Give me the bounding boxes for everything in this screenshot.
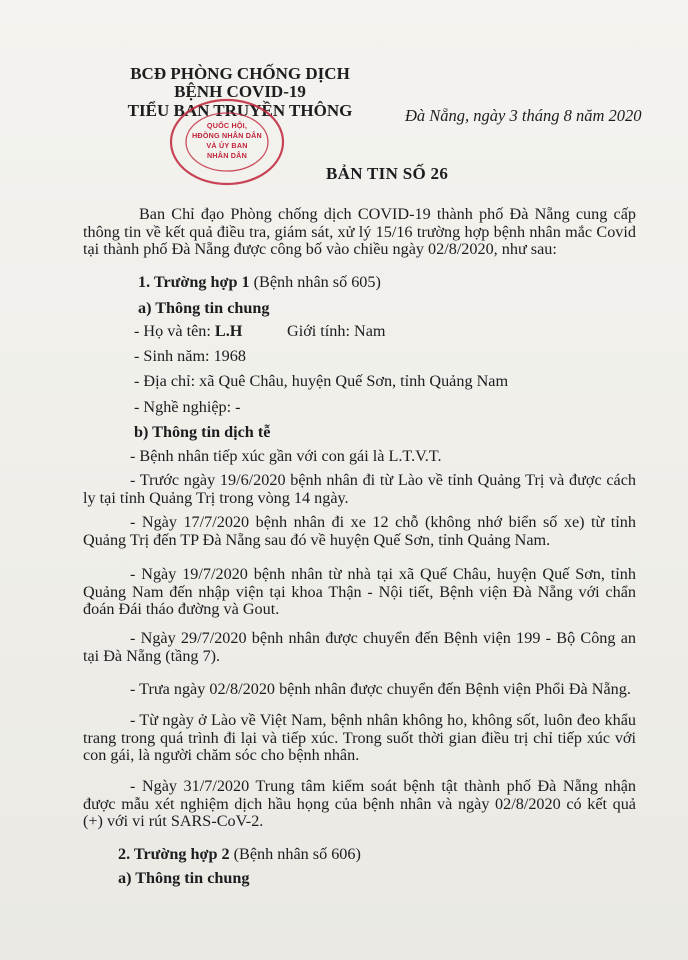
epi-item: - Từ ngày ở Lào về Việt Nam, bệnh nhân không ho, không sốt, luôn đeo khẩu trang trong quá trình đi lại và tiếp xúc. Trong suốt thời gian điều trị chỉ tiếp xúc với con gái, là người chăm sóc cho bệnh nhân. (83, 711, 636, 764)
intro-paragraph: Ban Chỉ đạo Phòng chống dịch COVID-19 thành phố Đà Nẵng cung cấp thông tin về kết quả điều tra, giám sát, xử lý 15/16 trường hợp bệnh nhân mắc Covid tại thành phố Đà Nẵng được công bố vào chiều ngày 02/8/2020, như sau: (83, 205, 636, 258)
case1-general-heading: a) Thông tin chung (138, 299, 270, 317)
name-value: L.H (214, 322, 243, 340)
stamp-line-2: HĐỒNG NHÂN DÂN (192, 131, 262, 140)
stamp-line-3: VÀ ỦY BAN (206, 141, 248, 150)
epi-item: - Ngày 19/7/2020 bệnh nhân từ nhà tại xã Quế Châu, huyện Quế Sơn, tỉnh Quảng Nam đến nhập viện tại khoa Thận - Nội tiết, Bệnh viện Đà Nẵng với chẩn đoán Đái tháo đường và Gout. (83, 565, 636, 618)
stamp-line-1: QUỐC HỘI, (206, 121, 248, 130)
case2-heading-patient: (Bệnh nhân số 606) (229, 845, 361, 863)
case2-heading (118, 845, 361, 864)
case2-general-heading: a) Thông tin chung (118, 869, 250, 887)
epi-item: - Bệnh nhân tiếp xúc gần với con gái là L.T.V.T. (130, 447, 442, 465)
case1-heading-patient: (Bệnh nhân số 605) (249, 273, 381, 291)
epi-item: - Trưa ngày 02/8/2020 bệnh nhân được chuyển đến Bệnh viện Phổi Đà Nẵng. (130, 680, 631, 698)
epi-item: - Ngày 31/7/2020 Trung tâm kiểm soát bệnh tật thành phố Đà Nẵng nhận được mẫu xét nghiệm dịch hầu họng của bệnh nhân và ngày 02/8/2020 có kết quả (+) với vi rút SARS-CoV-2. (83, 777, 636, 830)
stamp-line-4: NHÂN DÂN (207, 151, 247, 160)
case1-name (134, 322, 242, 341)
org-line-2: BỆNH COVID-19 (174, 82, 306, 101)
org-line-3: TIỂU BAN TRUYỀN THÔNG (127, 101, 353, 120)
case2-heading-number: 2. Trường hợp 2 (118, 845, 230, 863)
epi-item: - Ngày 17/7/2020 bệnh nhân đi xe 12 chỗ (không nhớ biển số xe) từ tỉnh Quảng Trị đến TP Đà Nẵng sau đó về huyện Quế Sơn, tỉnh Quảng Nam. (83, 513, 636, 549)
case1-epi-heading: b) Thông tin dịch tễ (134, 423, 271, 441)
place-date: Đà Nẵng, ngày 3 tháng 8 năm 2020 (405, 106, 642, 125)
case1-gender: Giới tính: Nam (287, 322, 386, 340)
case1-heading (138, 273, 381, 292)
red-stamp-seal (168, 97, 286, 187)
case1-birth: - Sinh năm: 1968 (134, 347, 246, 365)
org-line-1: BCĐ PHÒNG CHỐNG DỊCH (130, 64, 350, 83)
case1-job: - Nghề nghiệp: - (134, 398, 241, 416)
case1-address: - Địa chỉ: xã Quê Châu, huyện Quế Sơn, tỉnh Quảng Nam (134, 372, 509, 390)
document-title: BẢN TIN SỐ 26 (326, 164, 449, 183)
name-label: - Họ và tên: (134, 322, 215, 340)
epi-item: - Ngày 29/7/2020 bệnh nhân được chuyển đến Bệnh viện 199 - Bộ Công an tại Đà Nẵng (tầng 7). (83, 629, 636, 665)
case1-heading-number: 1. Trường hợp 1 (138, 273, 250, 291)
epi-item: - Trước ngày 19/6/2020 bệnh nhân đi từ Lào về tỉnh Quảng Trị và được cách ly tại tỉnh Quảng Trị trong vòng 14 ngày. (83, 471, 636, 507)
